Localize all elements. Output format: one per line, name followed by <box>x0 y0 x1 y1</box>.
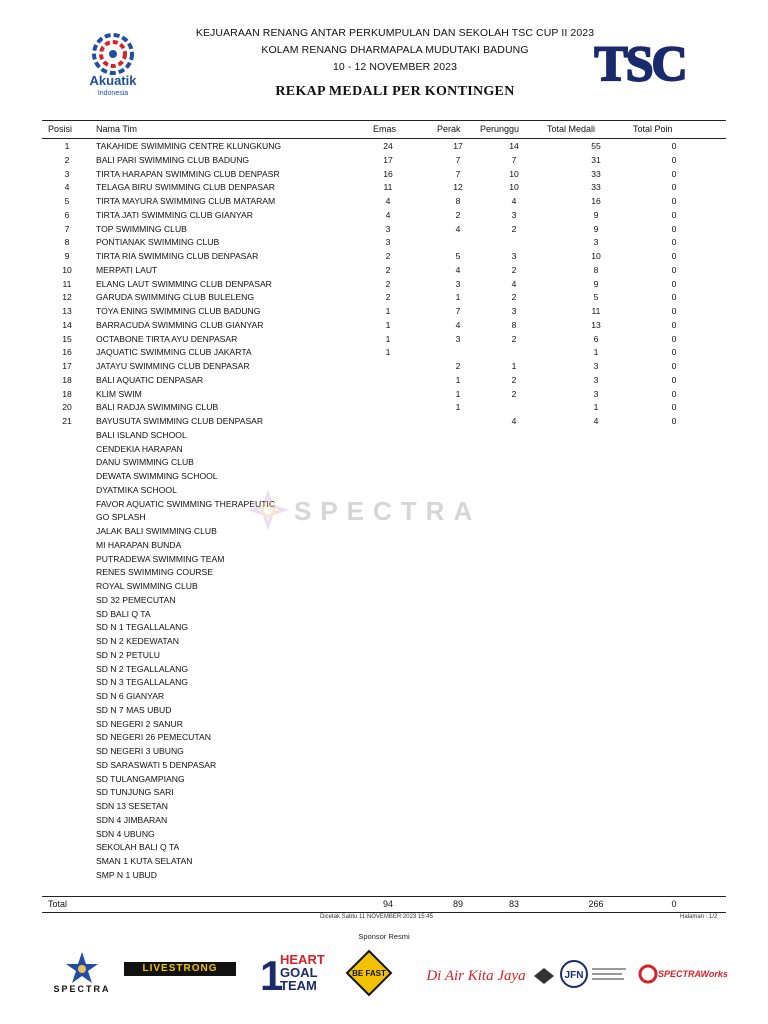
row-nama-tim: PONTIANAK SWIMMING CLUB <box>96 237 220 248</box>
row-nama-tim: BALI ISLAND SCHOOL <box>96 429 187 440</box>
sponsor-spectra-logo <box>44 950 120 996</box>
sponsor-heart-goal-team-logo <box>258 950 330 999</box>
row-posisi: 18 <box>62 374 72 385</box>
row-nama-tim: SEKOLAH BALI Q TA <box>96 842 180 853</box>
row-posisi: 4 <box>64 182 70 193</box>
event-dates: 10 - 12 NOVEMBER 2023 <box>332 61 458 73</box>
table-row <box>0 609 768 623</box>
table-row <box>0 691 768 705</box>
table-row <box>0 210 768 224</box>
sponsor-spectraworks-text: SPECTRAWorks <box>658 969 728 979</box>
sponsor-diair-text: Di Air Kita Jaya <box>426 968 526 984</box>
row-nama-tim: DEWATA SWIMMING SCHOOL <box>96 471 218 481</box>
row-nama-tim: SD SARASWATI 5 DENPASAR <box>96 759 217 770</box>
row-perunggu: 10 <box>509 182 519 193</box>
row-total-poin: 0 <box>671 416 677 426</box>
row-emas: 2 <box>385 292 391 303</box>
table-row <box>0 471 768 485</box>
row-nama-tim: BALI AQUATIC DENPASAR <box>96 374 204 385</box>
row-total-medali: 10 <box>591 251 601 261</box>
row-total-medali: 16 <box>591 196 601 206</box>
row-posisi: 17 <box>62 361 72 371</box>
row-emas: 1 <box>385 306 391 316</box>
row-perunggu: 14 <box>509 141 519 151</box>
table-row <box>0 801 768 815</box>
row-emas: 2 <box>385 264 391 275</box>
total-row <box>0 899 768 912</box>
table-row <box>0 155 768 169</box>
row-posisi: 3 <box>64 168 70 179</box>
row-total-poin: 0 <box>671 388 677 399</box>
row-total-poin: 0 <box>671 237 677 248</box>
row-nama-tim: KLIM SWIM <box>96 388 142 399</box>
table-row <box>0 265 768 279</box>
table-row <box>0 829 768 843</box>
row-total-medali: 3 <box>593 237 599 248</box>
table-row <box>0 430 768 444</box>
sponsor-spectra-text: SPECTRA <box>53 984 111 994</box>
table-row <box>0 815 768 829</box>
row-total-medali: 8 <box>593 264 599 275</box>
row-total-poin: 0 <box>671 209 677 220</box>
row-total-poin: 0 <box>671 402 677 413</box>
row-nama-tim: GO SPLASH <box>96 512 146 523</box>
table-top-rule <box>42 120 726 121</box>
row-posisi: 6 <box>64 209 70 220</box>
row-perak: 7 <box>455 154 461 165</box>
row-nama-tim: TELAGA BIRU SWIMMING CLUB DENPASAR <box>96 182 275 193</box>
table-row <box>0 774 768 788</box>
row-nama-tim: ROYAL SWIMMING CLUB <box>96 581 198 591</box>
row-posisi: 7 <box>64 223 70 234</box>
total-medali: 266 <box>588 899 604 909</box>
row-total-medali: 9 <box>593 278 599 289</box>
row-total-medali: 5 <box>593 292 599 303</box>
row-nama-tim: SD N 2 TEGALLALANG <box>96 663 189 674</box>
sponsor-goal-text: GOAL <box>280 965 318 980</box>
sponsor-jfn-text: JFN <box>564 970 584 981</box>
row-emas: 24 <box>383 141 393 151</box>
table-row <box>0 402 768 416</box>
table-row <box>0 636 768 650</box>
row-perak: 2 <box>455 361 461 371</box>
row-perunggu: 2 <box>511 223 517 234</box>
row-perunggu: 7 <box>511 154 517 165</box>
row-emas: 2 <box>385 251 391 261</box>
row-emas: 4 <box>385 196 391 206</box>
total-perunggu: 83 <box>508 899 519 909</box>
row-total-poin: 0 <box>671 319 677 330</box>
row-nama-tim: TOYA ENING SWIMMING CLUB BADUNG <box>96 306 261 316</box>
col-header-emas: Emas <box>373 124 397 134</box>
row-total-poin: 0 <box>671 141 677 151</box>
row-total-poin: 0 <box>671 333 677 344</box>
row-total-medali: 3 <box>593 388 599 399</box>
table-row <box>0 389 768 403</box>
table-row <box>0 444 768 458</box>
row-nama-tim: OCTABONE TIRTA AYU DENPASAR <box>96 333 238 344</box>
spectra-watermark-text: SPECTRA <box>294 496 482 526</box>
tsc-logo-text: TSC <box>594 35 686 91</box>
table-row <box>0 334 768 348</box>
row-nama-tim: JAQUATIC SWIMMING CLUB JAKARTA <box>96 347 252 358</box>
row-perak: 1 <box>455 388 461 399</box>
table-row <box>0 581 768 595</box>
row-nama-tim: SD N 7 MAS UBUD <box>96 704 172 715</box>
row-nama-tim: SMP N 1 UBUD <box>96 869 157 880</box>
row-nama-tim: SD NEGERI 3 UBUNG <box>96 746 184 756</box>
row-nama-tim: SMAN 1 KUTA SELATAN <box>96 856 193 866</box>
row-perunggu: 2 <box>511 292 517 303</box>
row-nama-tim: SDN 4 UBUNG <box>96 828 155 839</box>
table-row <box>0 320 768 334</box>
row-posisi: 8 <box>64 237 70 248</box>
total-perak: 89 <box>452 899 463 909</box>
col-header-nama-tim: Nama Tim <box>96 124 138 134</box>
total-top-rule <box>42 896 726 897</box>
row-nama-tim: SDN 4 JIMBARAN <box>96 814 168 825</box>
row-total-medali: 3 <box>593 374 599 385</box>
table-row <box>0 677 768 691</box>
row-posisi: 20 <box>62 402 72 413</box>
row-nama-tim: TOP SWIMMING CLUB <box>96 223 187 234</box>
row-perunggu: 3 <box>511 209 517 220</box>
row-nama-tim: SD TUNJUNG SARI <box>96 787 174 798</box>
row-nama-tim: TIRTA MAYURA SWIMMING CLUB MATARAM <box>96 196 276 206</box>
row-nama-tim: SD N 2 KEDEWATAN <box>96 636 179 646</box>
akuatik-logo-subtext: Indonesia <box>97 90 129 97</box>
row-perak: 3 <box>455 278 461 289</box>
row-perunggu: 4 <box>511 278 517 289</box>
sponsor-befast-logo <box>346 950 392 996</box>
table-row <box>0 622 768 636</box>
row-nama-tim: BAYUSUTA SWIMMING CLUB DENPASAR <box>96 416 264 426</box>
total-label: Total <box>48 899 68 909</box>
col-header-posisi: Posisi <box>48 124 73 134</box>
col-header-total-medali: Total Medali <box>547 124 596 134</box>
table-row <box>0 375 768 389</box>
row-perak: 8 <box>455 196 461 206</box>
row-posisi: 10 <box>62 264 72 275</box>
table-row <box>0 141 768 155</box>
row-perak: 7 <box>455 306 461 316</box>
table-row <box>0 842 768 856</box>
table-row <box>0 787 768 801</box>
row-posisi: 18 <box>62 388 72 399</box>
row-total-poin: 0 <box>671 306 677 316</box>
row-emas: 3 <box>385 223 391 234</box>
row-total-poin: 0 <box>671 278 677 289</box>
row-total-poin: 0 <box>671 196 677 206</box>
printed-timestamp: Dicetak Sabtu 11 NOVEMBER 2023 15:45 <box>320 914 433 920</box>
event-venue: KOLAM RENANG DHARMAPALA MUDUTAKI BADUNG <box>261 44 529 56</box>
row-nama-tim: TIRTA JATI SWIMMING CLUB GIANYAR <box>96 209 253 220</box>
row-nama-tim: SD NEGERI 2 SANUR <box>96 718 183 729</box>
row-nama-tim: SD N 1 TEGALLALANG <box>96 622 189 633</box>
row-total-medali: 13 <box>591 319 601 330</box>
col-header-perunggu: Perunggu <box>480 124 520 134</box>
row-total-medali: 1 <box>593 402 599 413</box>
row-perak: 17 <box>453 141 463 151</box>
row-emas: 4 <box>385 209 391 220</box>
akuatik-logo-text: Akuatik <box>89 73 137 88</box>
table-row <box>0 760 768 774</box>
report-title: REKAP MEDALI PER KONTINGEN <box>275 84 515 99</box>
row-total-poin: 0 <box>671 347 677 358</box>
sponsor-livestrong-text: LIVESTRONG <box>124 962 236 976</box>
row-perunggu: 3 <box>511 306 517 316</box>
row-perak: 7 <box>455 168 461 179</box>
table-row <box>0 856 768 870</box>
akuatik-indonesia-logo <box>78 32 148 98</box>
row-perunggu: 8 <box>511 319 517 330</box>
tsc-logo <box>590 35 690 91</box>
row-total-poin: 0 <box>671 182 677 193</box>
row-nama-tim: TIRTA HARAPAN SWIMMING CLUB DENPASR <box>96 168 280 179</box>
row-nama-tim: SD TULANGAMPIANG <box>96 773 185 784</box>
row-total-poin: 0 <box>671 292 677 303</box>
row-nama-tim: MI HARAPAN BUNDA <box>96 539 182 550</box>
row-nama-tim: CENDEKIA HARAPAN <box>96 443 183 454</box>
row-posisi: 2 <box>64 154 70 165</box>
row-total-medali: 31 <box>591 154 601 165</box>
row-nama-tim: GARUDA SWIMMING CLUB BULELENG <box>96 292 255 303</box>
row-total-medali: 1 <box>593 347 599 358</box>
row-perunggu: 4 <box>511 196 517 206</box>
table-row <box>0 746 768 760</box>
row-perunggu: 10 <box>509 168 519 179</box>
row-total-poin: 0 <box>671 251 677 261</box>
row-nama-tim: SD N 6 GIANYAR <box>96 691 165 701</box>
table-row <box>0 169 768 183</box>
sponsor-label: Sponsor Resmi <box>358 932 410 941</box>
row-posisi: 5 <box>64 196 70 206</box>
table-row <box>0 196 768 210</box>
sponsor-heart-text: HEART <box>280 952 325 967</box>
table-row <box>0 237 768 251</box>
table-row <box>0 292 768 306</box>
row-perak: 2 <box>455 209 461 220</box>
table-row <box>0 279 768 293</box>
row-posisi: 9 <box>64 251 70 261</box>
sponsor-befast-text: BE FAST <box>352 969 386 978</box>
row-total-medali: 33 <box>591 168 601 179</box>
row-emas: 16 <box>383 168 393 179</box>
row-total-medali: 4 <box>593 416 599 426</box>
row-perunggu: 2 <box>511 264 517 275</box>
row-perak: 1 <box>455 292 461 303</box>
row-nama-tim: SD N 3 TEGALLALANG <box>96 677 189 688</box>
row-perunggu: 2 <box>511 333 517 344</box>
row-posisi: 1 <box>64 141 70 151</box>
row-total-poin: 0 <box>671 168 677 179</box>
report-header <box>0 0 768 120</box>
row-perunggu: 1 <box>511 361 517 371</box>
col-header-perak: Perak <box>437 124 461 134</box>
row-perak: 4 <box>455 264 461 275</box>
table-row <box>0 870 768 884</box>
row-nama-tim: JALAK BALI SWIMMING CLUB <box>96 526 217 536</box>
row-nama-tim: DANU SWIMMING CLUB <box>96 457 194 468</box>
sponsor-di-air-kita-jaya-logo <box>428 950 524 996</box>
row-emas: 1 <box>385 319 391 330</box>
row-total-medali: 6 <box>593 333 599 344</box>
row-posisi: 14 <box>62 319 72 330</box>
row-perak: 4 <box>455 223 461 234</box>
total-poin: 0 <box>671 899 677 909</box>
row-nama-tim: JATAYU SWIMMING CLUB DENPASAR <box>96 361 250 371</box>
row-nama-tim: FAVOR AQUATIC SWIMMING THERAPEUTIC <box>96 498 276 509</box>
row-posisi: 21 <box>62 416 72 426</box>
row-emas: 11 <box>383 182 393 193</box>
table-row <box>0 705 768 719</box>
spectra-watermark <box>248 490 528 530</box>
col-header-total-poin: Total Poin <box>633 124 673 134</box>
row-perak: 3 <box>455 333 461 344</box>
row-nama-tim: PUTRADEWA SWIMMING TEAM <box>96 553 225 564</box>
row-perunggu: 2 <box>511 388 517 399</box>
row-nama-tim: TIRTA RIA SWIMMING CLUB DENPASAR <box>96 251 259 261</box>
row-posisi: 11 <box>62 278 72 289</box>
svg-text:1: 1 <box>260 952 284 999</box>
row-posisi: 12 <box>62 292 72 303</box>
row-perunggu: 4 <box>511 416 517 426</box>
row-nama-tim: MERPATI LAUT <box>96 264 158 275</box>
row-nama-tim: SD NEGERI 26 PEMECUTAN <box>96 732 211 743</box>
row-emas: 3 <box>385 237 391 248</box>
row-nama-tim: SD N 2 PETULU <box>96 649 160 660</box>
row-total-medali: 9 <box>593 209 599 220</box>
table-row <box>0 251 768 265</box>
row-emas: 1 <box>385 333 391 344</box>
row-total-poin: 0 <box>671 223 677 234</box>
row-total-medali: 9 <box>593 223 599 234</box>
total-emas: 94 <box>382 899 393 909</box>
row-posisi: 15 <box>62 333 72 344</box>
row-perak: 4 <box>455 319 461 330</box>
sponsor-livestrong-logo <box>124 962 236 976</box>
table-row <box>0 361 768 375</box>
row-perak: 12 <box>453 182 463 193</box>
row-nama-tim: ELANG LAUT SWIMMING CLUB DENPASAR <box>96 278 272 289</box>
table-row <box>0 540 768 554</box>
row-total-poin: 0 <box>671 374 677 385</box>
table-row <box>0 554 768 568</box>
row-nama-tim: BALI PARI SWIMMING CLUB BADUNG <box>96 154 250 165</box>
row-emas: 17 <box>383 154 393 165</box>
row-total-poin: 0 <box>671 154 677 165</box>
row-perak: 1 <box>455 374 461 385</box>
row-nama-tim: SD 32 PEMECUTAN <box>96 594 176 605</box>
sponsor-team-text: TEAM <box>280 978 317 993</box>
row-nama-tim: RENES SWIMMING COURSE <box>96 567 213 578</box>
row-nama-tim: DYATMIKA SCHOOL <box>96 484 177 495</box>
page-number: Halaman : 1/2 <box>680 914 718 920</box>
row-total-poin: 0 <box>671 264 677 275</box>
table-row <box>0 182 768 196</box>
table-row <box>0 224 768 238</box>
total-bottom-rule <box>42 912 726 913</box>
row-perak: 1 <box>455 402 461 413</box>
row-nama-tim: SD BALI Q TA <box>96 608 151 619</box>
row-total-medali: 11 <box>591 306 601 316</box>
row-nama-tim: BARRACUDA SWIMMING CLUB GIANYAR <box>96 319 264 330</box>
row-total-poin: 0 <box>671 361 677 371</box>
table-row <box>0 567 768 581</box>
row-nama-tim: BALI RADJA SWIMMING CLUB <box>96 402 219 413</box>
row-posisi: 13 <box>62 306 72 316</box>
table-row <box>0 664 768 678</box>
table-row <box>0 732 768 746</box>
table-row <box>0 457 768 471</box>
sponsor-jfn-logo <box>530 950 630 996</box>
row-emas: 2 <box>385 278 391 289</box>
row-total-medali: 3 <box>593 361 599 371</box>
row-emas: 1 <box>385 347 391 358</box>
row-total-medali: 33 <box>591 182 601 193</box>
table-row <box>0 347 768 361</box>
table-row <box>0 416 768 430</box>
spectra-watermark-icon <box>248 490 288 530</box>
sponsor-spectraworks-logo <box>636 950 728 996</box>
table-row <box>0 650 768 664</box>
table-row <box>0 719 768 733</box>
event-title: KEJUARAAN RENANG ANTAR PERKUMPULAN DAN SEKOLAH TSC CUP II 2023 <box>195 27 595 39</box>
table-header-rule <box>42 138 726 139</box>
table-row <box>0 595 768 609</box>
row-nama-tim: TAKAHIDE SWIMMING CENTRE KLUNGKUNG <box>96 141 282 151</box>
row-perunggu: 3 <box>511 251 517 261</box>
row-total-medali: 55 <box>591 141 601 151</box>
row-nama-tim: SDN 13 SESETAN <box>96 801 168 811</box>
row-perunggu: 2 <box>511 374 517 385</box>
row-posisi: 16 <box>62 347 72 358</box>
table-row <box>0 306 768 320</box>
row-perak: 5 <box>455 251 461 261</box>
